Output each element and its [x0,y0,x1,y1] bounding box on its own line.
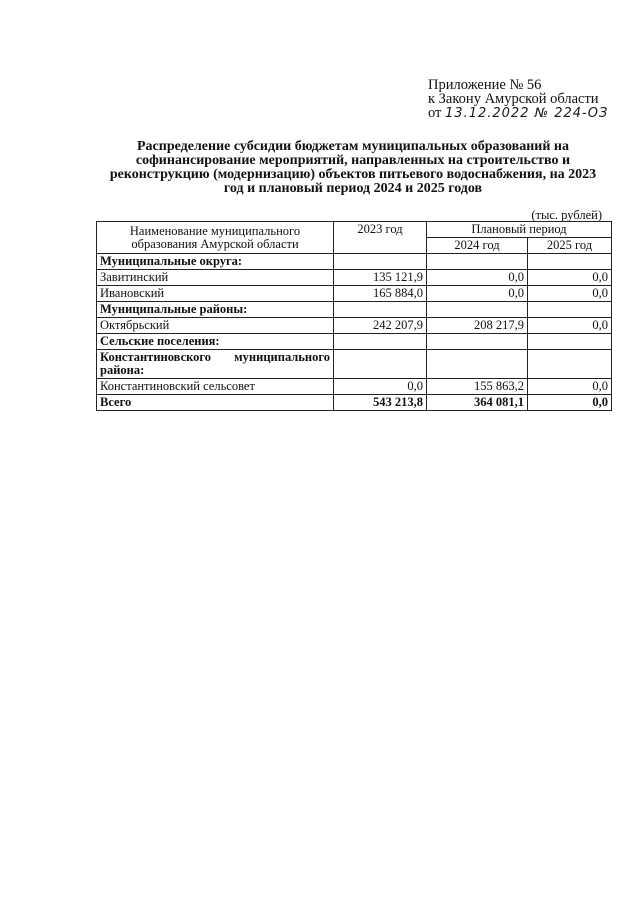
annex-number: Приложение № 56 [428,77,542,93]
table-row [97,318,612,334]
annex-law: к Закону Амурской области [428,91,599,107]
row-name: Константиновский сельсовет [97,379,334,395]
row-2025: 0,0 [528,379,612,395]
header-name: Наименование муниципального образования Амурской области [97,222,334,254]
section-row [97,350,612,379]
document-title: Распределение субсидии бюджетам муниципальных образований на софинансирование мероприятий, направленных на строительство и реконструкцию (модернизацию) объектов питьевого водоснабжения, на 2023 год и плановый период 2024 и 2025 годов [109,139,597,196]
section-row [97,334,612,350]
section-label: Муниципальные округа: [97,254,334,270]
total-row [97,395,612,411]
table-row [97,379,612,395]
row-2024: 0,0 [427,286,528,302]
section-row [97,254,612,270]
row-2023: 0,0 [334,379,427,395]
total-label: Всего [97,395,334,411]
annex-date [428,106,608,121]
units-label: (тыс. рублей) [531,208,602,222]
row-2023: 135 121,9 [334,270,427,286]
row-2024: 155 863,2 [427,379,528,395]
table-row [97,286,612,302]
header-2024: 2024 год [427,238,528,254]
row-2025: 0,0 [528,318,612,334]
row-name: Ивановский [97,286,334,302]
total-2025: 0,0 [528,395,612,411]
handwritten-date-number: 13.12.2022 № 224-ОЗ [445,106,609,121]
row-2024: 208 217,9 [427,318,528,334]
annex-header [428,78,608,121]
annex-date-prefix: от [428,105,442,121]
total-2024: 364 081,1 [427,395,528,411]
header-2025: 2025 год [528,238,612,254]
row-name: Октябрьский [97,318,334,334]
section-row [97,302,612,318]
header-planned: Плановый период [427,222,612,238]
header-2023: 2023 год [334,222,427,254]
row-2023: 165 884,0 [334,286,427,302]
row-2023: 242 207,9 [334,318,427,334]
row-name: Завитинский [97,270,334,286]
section-label: Сельские поселения: [97,334,334,350]
row-2024: 0,0 [427,270,528,286]
section-label: Константиновского муниципального района: [97,350,334,379]
table-row [97,270,612,286]
total-2023: 543 213,8 [334,395,427,411]
subsidy-table [96,221,612,411]
row-2025: 0,0 [528,270,612,286]
section-label: Муниципальные районы: [97,302,334,318]
header-row [97,222,612,238]
row-2025: 0,0 [528,286,612,302]
